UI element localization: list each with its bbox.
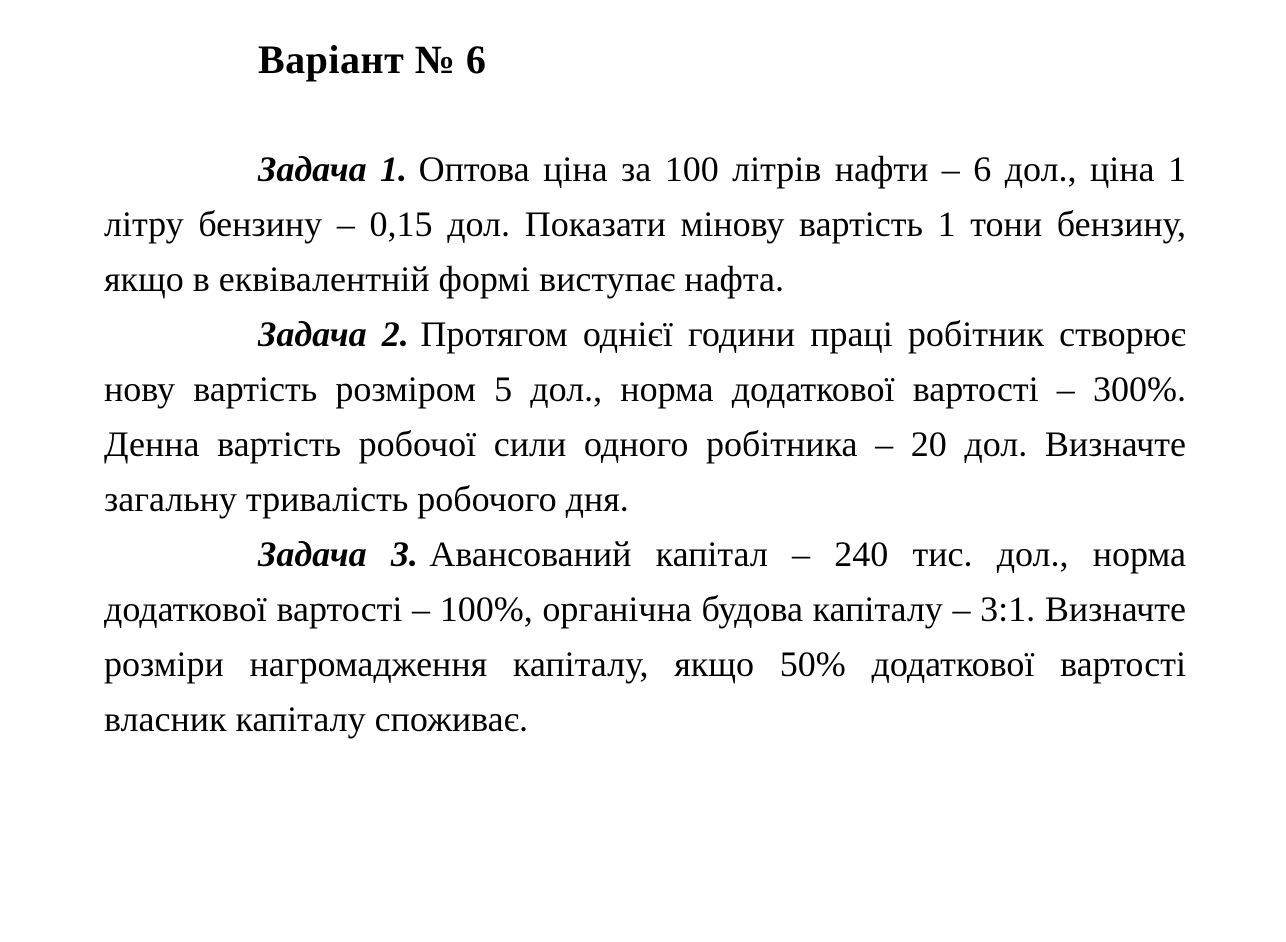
problem-3-paragraph (104, 527, 1186, 747)
problem-1-label: Задача 1. (258, 149, 408, 189)
problem-2-label: Задача 2. (258, 314, 409, 354)
problem-2-text: Протягом однієї години праці робітник створює нову вартість розміром 5 дол., норма додаткової вартості – 300%. Денна вартість робочої сили одного робітника – 20 дол. Визначте загальну тривалість робочого дня. (104, 314, 1186, 519)
problem-1-text: Оптова ціна за 100 літрів нафти – 6 дол., ціна 1 літру бензину – 0,15 дол. Показати мінову вартість 1 тони бензину, якщо в еквівалентній формі виступає нафта. (104, 149, 1186, 299)
problem-3-label: Задача 3. (258, 534, 418, 574)
problem-3-text: Авансований капітал – 240 тис. дол., норма додаткової вартості – 100%, органічна будова капіталу – 3:1. Визначте розміри нагромадження капіталу, якщо 50% додаткової вартості власник капіталу споживає. (104, 534, 1186, 739)
document-title: Варіант № 6 (258, 37, 487, 82)
text-block (104, 36, 1186, 747)
problem-1-paragraph (104, 142, 1186, 307)
problem-2-paragraph (104, 307, 1186, 527)
